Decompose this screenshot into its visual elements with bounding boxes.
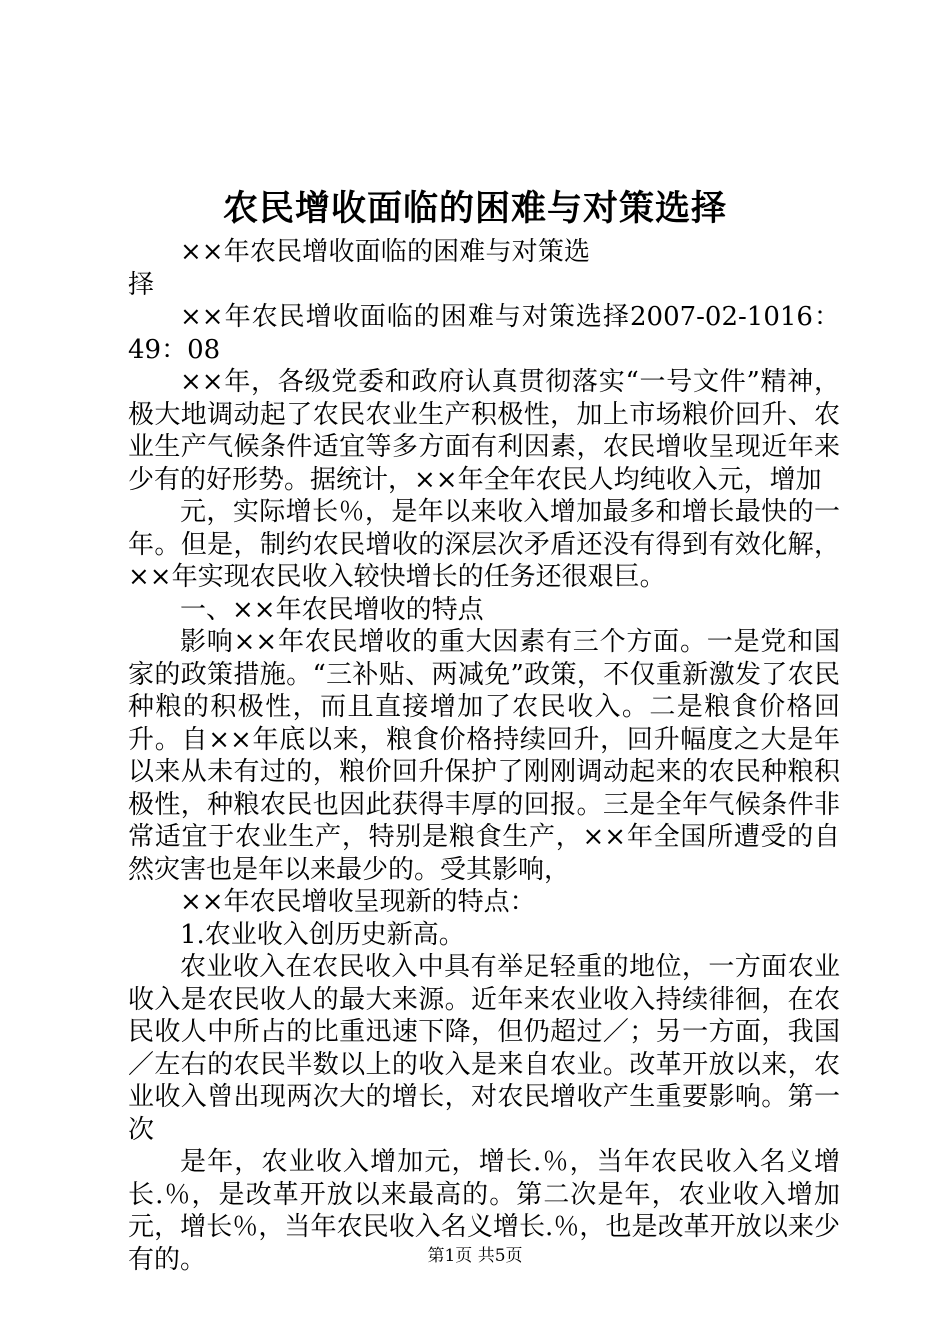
paragraph: 元，实际增长％，是年以来收入增加最多和增长最快的一年。但是，制约农民增收的深层次矛盾还没有得到有效化解，××年实现农民收入较快增长的任务还很艰巨。 <box>128 497 840 592</box>
page-footer: 第1页 共5页 <box>427 1246 523 1266</box>
subsection-heading: 1.农业收入创历史新高。 <box>180 919 465 950</box>
paragraph: ××年农民增收呈现新的特点： <box>180 887 536 917</box>
paragraph: ××年，各级党委和政府认真贯彻落实“一号文件”精神，极大地调动起了农民农业生产积极性，加上市场粮价回升、农业生产气候条件适宜等多方面有利因素，农民增收呈现近年来少有的好形势。据统计，××年全年农民人均纯收入元，增加 <box>128 367 840 495</box>
document-title: 农民增收面临的困难与对策选择 <box>222 188 727 229</box>
document-body <box>128 236 840 1276</box>
paragraph: 农业收入在农民收入中具有举足轻重的地位，一方面农业收入是农民收人的最大来源。近年来农业收入持续徘徊，在农民收人中所占的比重迅速下降，但仍超过／；另一方面，我国／左右的农民半数以上的收入是来自农业。改革开放以来，农业收入曾出现两次大的增长，对农民增收产生重要影响。第一次 <box>128 952 840 1145</box>
paragraph-subtitle: ××年农民增收面临的困难与对策选择 <box>128 237 590 300</box>
paragraph: 是年，农业收入增加元，增长.％，当年农民收入名义增长.％，是改革开放以来最高的。第二次是年，农业收入增加元，增长％，当年农民收入名义增长.％，也是改革开放以来少有的。 <box>128 1147 840 1275</box>
paragraph-dateline: ××年农民增收面临的困难与对策选择2007-02-1016：49：08 <box>128 302 840 365</box>
section-heading: 一、××年农民增收的特点 <box>180 594 484 625</box>
paragraph: 影响××年农民增收的重大因素有三个方面。一是党和国家的政策措施。“三补贴、两减免”政策，不仅重新激发了农民种粮的积极性，而且直接增加了农民收入。二是粮食价格回升。自××年底以来，粮食价格持续回升，回升幅度之大是年以来从未有过的，粮价回升保护了刚刚调动起来的农民种粮积极性，种粮农民也因此获得丰厚的回报。三是全年气候条件非常适宜于农业生产，特别是粮食生产，××年全国所遭受的自然灾害也是年以来最少的。受其影响， <box>128 627 840 885</box>
